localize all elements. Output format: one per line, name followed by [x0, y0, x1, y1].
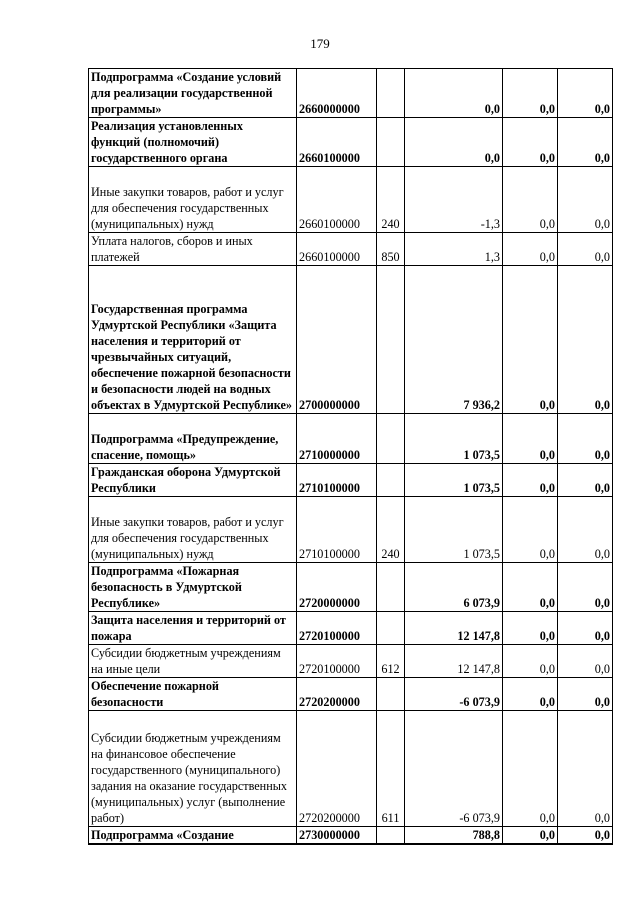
row-amount-1: 0,0 — [405, 69, 503, 118]
row-code: 2710100000 — [297, 497, 377, 563]
row-amount-3: 0,0 — [558, 678, 613, 711]
row-name: Иные закупки товаров, работ и услуг для обеспечения государственных (муниципальных) нужд — [89, 497, 297, 563]
row-amount-3: 0,0 — [558, 563, 613, 612]
table-row — [89, 464, 613, 497]
row-vr — [377, 827, 405, 845]
row-amount-3: 0,0 — [558, 612, 613, 645]
row-amount-3: 0,0 — [558, 645, 613, 678]
row-code: 2730000000 — [297, 827, 377, 845]
row-name: Подпрограмма «Пожарная безопасность в Удмуртской Республике» — [89, 563, 297, 612]
row-amount-3: 0,0 — [558, 233, 613, 266]
table-row — [89, 118, 613, 167]
row-code: 2660100000 — [297, 167, 377, 233]
row-amount-1: 788,8 — [405, 827, 503, 845]
row-name: Обеспечение пожарной безопасности — [89, 678, 297, 711]
row-code: 2720200000 — [297, 678, 377, 711]
row-name: Субсидии бюджетным учреждениям на финансовое обеспечение государственного (муниципального) задания на оказание государственных (муниципальных) услуг (выполнение работ) — [89, 711, 297, 827]
row-name: Защита населения и территорий от пожара — [89, 612, 297, 645]
row-amount-3: 0,0 — [558, 118, 613, 167]
row-vr — [377, 563, 405, 612]
row-vr — [377, 69, 405, 118]
row-name: Государственная программа Удмуртской Республики «Защита населения и территорий от чрезвычайных ситуаций, обеспечение пожарной безопасности и безопасности людей на водных объектах в Удмуртской Республике» — [89, 266, 297, 414]
row-amount-2: 0,0 — [503, 118, 558, 167]
row-code: 2720100000 — [297, 645, 377, 678]
row-vr: 240 — [377, 497, 405, 563]
row-vr: 611 — [377, 711, 405, 827]
row-vr: 612 — [377, 645, 405, 678]
row-amount-1: 12 147,8 — [405, 645, 503, 678]
row-name: Подпрограмма «Создание — [89, 827, 297, 845]
row-amount-2: 0,0 — [503, 414, 558, 464]
row-code: 2660100000 — [297, 233, 377, 266]
row-amount-1: 6 073,9 — [405, 563, 503, 612]
row-code: 2700000000 — [297, 266, 377, 414]
row-name: Подпрограмма «Создание условий для реализации государственной программы» — [89, 69, 297, 118]
row-vr — [377, 464, 405, 497]
row-amount-2: 0,0 — [503, 167, 558, 233]
row-amount-3: 0,0 — [558, 167, 613, 233]
row-vr: 850 — [377, 233, 405, 266]
table-row — [89, 497, 613, 563]
row-name: Гражданская оборона Удмуртской Республики — [89, 464, 297, 497]
table-row — [89, 266, 613, 414]
row-name: Подпрограмма «Предупреждение, спасение, помощь» — [89, 414, 297, 464]
table-row — [89, 645, 613, 678]
row-code: 2710000000 — [297, 414, 377, 464]
row-vr — [377, 118, 405, 167]
row-amount-1: 12 147,8 — [405, 612, 503, 645]
row-amount-3: 0,0 — [558, 827, 613, 845]
row-amount-2: 0,0 — [503, 612, 558, 645]
row-amount-1: 1 073,5 — [405, 497, 503, 563]
row-vr — [377, 678, 405, 711]
row-amount-1: -1,3 — [405, 167, 503, 233]
row-code: 2710100000 — [297, 464, 377, 497]
row-code: 2660000000 — [297, 69, 377, 118]
row-amount-2: 0,0 — [503, 678, 558, 711]
table-row — [89, 69, 613, 118]
table-row — [89, 233, 613, 266]
row-code: 2720100000 — [297, 612, 377, 645]
row-amount-3: 0,0 — [558, 464, 613, 497]
row-amount-2: 0,0 — [503, 233, 558, 266]
table-row — [89, 678, 613, 711]
table-row — [89, 612, 613, 645]
budget-table — [88, 68, 613, 845]
table-row — [89, 827, 613, 845]
row-vr — [377, 612, 405, 645]
row-amount-1: 1 073,5 — [405, 464, 503, 497]
row-amount-1: 1 073,5 — [405, 414, 503, 464]
row-amount-2: 0,0 — [503, 827, 558, 845]
row-amount-1: -6 073,9 — [405, 678, 503, 711]
table-row — [89, 711, 613, 827]
row-amount-3: 0,0 — [558, 414, 613, 464]
row-amount-3: 0,0 — [558, 266, 613, 414]
row-amount-2: 0,0 — [503, 711, 558, 827]
row-amount-1: 1,3 — [405, 233, 503, 266]
row-vr — [377, 414, 405, 464]
row-amount-2: 0,0 — [503, 563, 558, 612]
row-amount-3: 0,0 — [558, 69, 613, 118]
row-code: 2720200000 — [297, 711, 377, 827]
row-code: 2660100000 — [297, 118, 377, 167]
row-name: Субсидии бюджетным учреждениям на иные цели — [89, 645, 297, 678]
row-amount-1: 0,0 — [405, 118, 503, 167]
table-row — [89, 414, 613, 464]
row-amount-2: 0,0 — [503, 497, 558, 563]
row-vr: 240 — [377, 167, 405, 233]
row-amount-1: 7 936,2 — [405, 266, 503, 414]
row-amount-2: 0,0 — [503, 464, 558, 497]
row-vr — [377, 266, 405, 414]
row-amount-2: 0,0 — [503, 645, 558, 678]
row-name: Уплата налогов, сборов и иных платежей — [89, 233, 297, 266]
row-amount-3: 0,0 — [558, 711, 613, 827]
table-row — [89, 563, 613, 612]
row-amount-1: -6 073,9 — [405, 711, 503, 827]
row-name: Реализация установленных функций (полномочий) государственного органа — [89, 118, 297, 167]
row-amount-2: 0,0 — [503, 69, 558, 118]
row-amount-2: 0,0 — [503, 266, 558, 414]
row-amount-3: 0,0 — [558, 497, 613, 563]
table-row — [89, 167, 613, 233]
row-code: 2720000000 — [297, 563, 377, 612]
page-number: 179 — [310, 36, 330, 51]
row-name: Иные закупки товаров, работ и услуг для обеспечения государственных (муниципальных) нужд — [89, 167, 297, 233]
